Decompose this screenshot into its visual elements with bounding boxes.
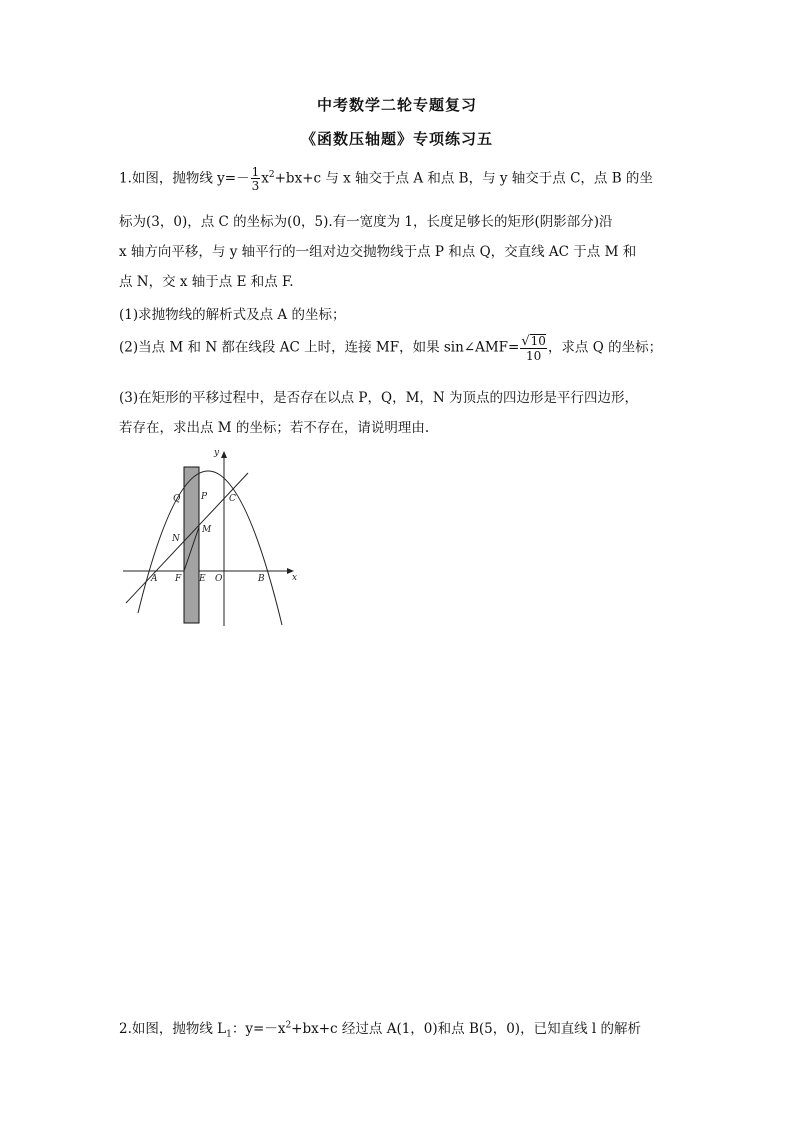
question-2 <box>119 334 662 362</box>
label-c: C <box>229 494 236 504</box>
text: +bx+c 经过点 A(1，0)和点 B(5，0)，已知直线 l 的解析 <box>291 1021 641 1037</box>
page-subtitle: 《函数压轴题》专项练习五 <box>300 130 493 148</box>
fraction-numerator <box>520 334 547 349</box>
sqrt-icon: √ <box>521 334 530 349</box>
shaded-rectangle <box>184 467 199 623</box>
problem-1-line-3: x 轴方向平移，与 y 轴平行的一组对边交抛物线于点 P 和点 Q，交直线 AC 于点 M 和 <box>119 244 637 260</box>
superscript: 2 <box>285 1020 292 1031</box>
fraction-denominator: 10 <box>526 349 542 363</box>
problem-2-line-1 <box>119 1017 641 1040</box>
question-3-line-1: (3)在矩形的平移过程中，是否存在以点 P，Q，M，N 为顶点的四边形是平行四边形， <box>119 390 638 406</box>
label-x: x <box>292 573 298 583</box>
subscript: 1 <box>226 1029 232 1040</box>
label-q: Q <box>173 494 181 504</box>
fraction-denominator: 3 <box>251 179 260 193</box>
question-3-line-2: 若存在，求出点 M 的坐标；若不存在，请说明理由. <box>119 420 430 436</box>
text: ：y=－x <box>231 1021 286 1037</box>
problem-1-line-2: 标为(3，0)，点 C 的坐标为(0，5).有一宽度为 1，长度足够长的矩形(阴影部分)沿 <box>119 214 613 230</box>
label-n: N <box>172 534 180 544</box>
problem-1-line-4: 点 N，交 x 轴于点 E 和点 F. <box>119 274 294 290</box>
label-a: A <box>151 574 158 584</box>
label-e: E <box>199 574 206 584</box>
text: ，求点 Q 的坐标； <box>547 339 663 356</box>
y-axis-arrow-icon <box>221 451 227 458</box>
fraction-numerator: 1 <box>251 165 260 179</box>
text: +bx+c 与 x 轴交于点 A 和点 B，与 y 轴交于点 C，点 B 的坐 <box>274 170 653 187</box>
fraction <box>520 334 547 362</box>
problem-1-line-1 <box>119 166 653 192</box>
text: 1.如图，抛物线 y=－ <box>119 170 250 187</box>
superscript: 2 <box>268 170 275 180</box>
fraction <box>251 166 261 192</box>
text: x <box>261 170 269 187</box>
question-1: (1)求抛物线的解析式及点 A 的坐标； <box>119 307 346 323</box>
text: 2.如图，抛物线 L <box>119 1021 227 1037</box>
label-b: B <box>258 574 265 584</box>
label-f: F <box>175 574 182 584</box>
label-o: O <box>215 574 223 584</box>
label-y: y <box>214 448 220 458</box>
problem-1-figure <box>118 443 303 633</box>
radicand: 10 <box>530 334 546 348</box>
text: (2)当点 M 和 N 都在线段 AC 上时，连接 MF，如果 sin∠AMF= <box>119 339 520 356</box>
label-m: M <box>202 525 212 535</box>
page-title: 中考数学二轮专题复习 <box>316 96 477 114</box>
parabola <box>138 471 282 625</box>
label-p: P <box>201 492 208 502</box>
